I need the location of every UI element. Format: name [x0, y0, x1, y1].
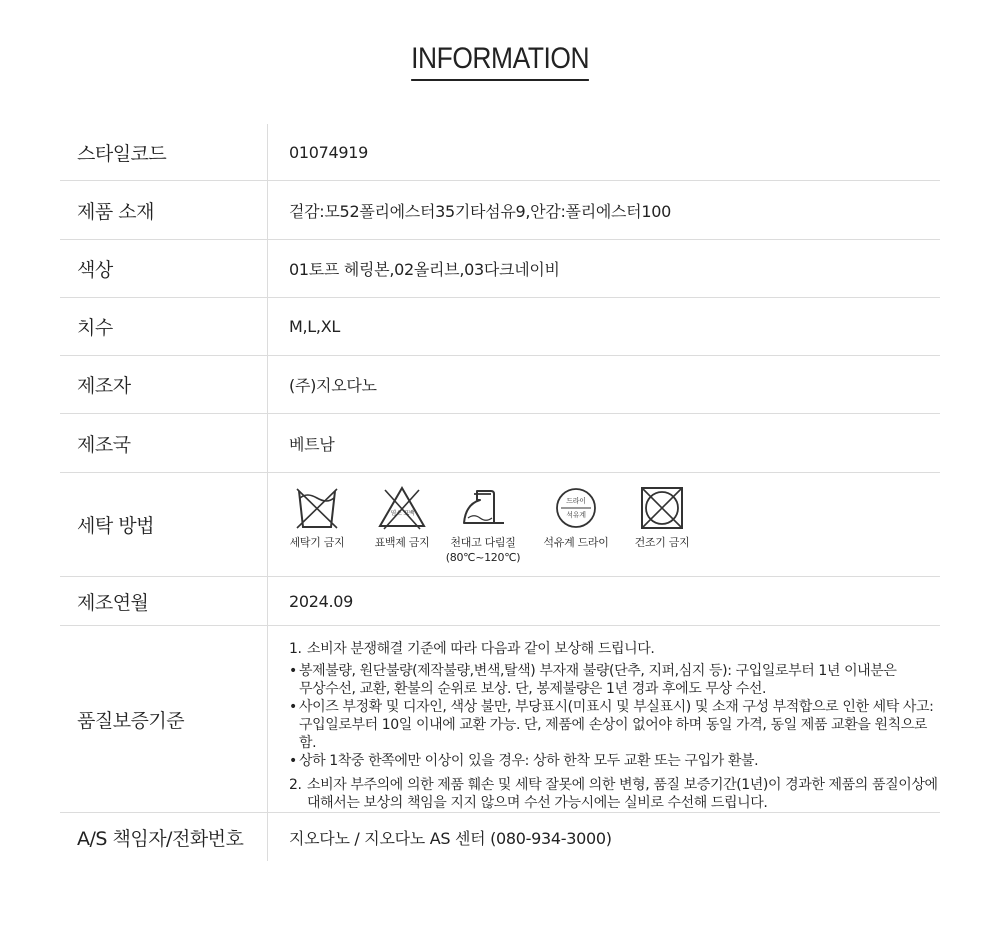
quality-bullet-2-line-2: 구입일로부터 10일 이내에 교환 가능. 단, 제품에 손상이 없어야 하며 동일 가격, 동일 제품 교환을 원칙으로 함.	[299, 717, 927, 751]
quality-bullet-1-text	[299, 662, 897, 698]
as-value: 지오다노 / 지오다노 AS 센터 (080-934-3000)	[289, 828, 612, 848]
quality-value	[268, 626, 940, 812]
quality-bullet-1-line-2: 무상수선, 교환, 환불의 순위로 보상. 단, 봉제불량은 1년 경과 후에도 무상 수선.	[299, 681, 767, 697]
row-as	[60, 813, 940, 861]
row-material	[60, 181, 940, 240]
quality-clause-2	[289, 776, 940, 812]
size-label: 치수	[60, 298, 268, 355]
quality-bullet-3	[289, 752, 940, 770]
quality-bullet-2	[289, 698, 940, 752]
quality-clause-2-line-1: 소비자 부주의에 의한 제품 훼손 및 세탁 잘못에 의한 변형, 품질 보증기간(1년)이 경과한 제품의 품질이상에	[307, 777, 938, 793]
page-title-wrap	[0, 42, 1000, 81]
quality-clause-1-text: 소비자 분쟁해결 기준에 따라 다음과 같이 보상해 드립니다.	[307, 641, 655, 657]
quality-bullet-2-line-1: 사이즈 부정확 및 디자인, 색상 불만, 부당표시(미표시 및 부실표시) 및 소재 구성 부적합으로 인한 세탁 사고:	[299, 699, 934, 715]
quality-bullet-1-line-1: 봉제불량, 원단불량(제작불량,변색,탈색) 부자재 불량(단추, 지퍼,심지 등): 구입일로부터 1년 이내분은	[299, 663, 897, 679]
country-label: 제조국	[60, 414, 268, 472]
no-bleach-icon	[377, 485, 427, 531]
care-label-iron-sub: (80℃~120℃)	[445, 550, 521, 564]
quality-clause-2-line-2: 대해서는 보상의 책임을 지지 않으며 수선 가능시에는 실비로 수선해 드립니다.	[307, 795, 768, 811]
date-label: 제조연월	[60, 577, 268, 625]
care-label-iron	[446, 535, 521, 565]
style-code-value: 01074919	[289, 142, 369, 162]
material-label: 제품 소재	[60, 181, 268, 239]
date-value: 2024.09	[289, 591, 354, 611]
manufacturer-value: (주)지오다노	[289, 376, 377, 395]
manufacturer-label: 제조자	[60, 356, 268, 413]
washing-label: 세탁 방법	[60, 473, 268, 576]
row-date	[60, 577, 940, 626]
style-code-label: 스타일코드	[60, 124, 268, 180]
care-item-no-tumble-dry	[631, 485, 693, 550]
row-quality	[60, 626, 940, 813]
quality-clause-1	[289, 640, 940, 658]
page-title: INFORMATION	[411, 42, 589, 81]
row-style-code	[60, 124, 940, 181]
quality-clause-2-text	[307, 776, 938, 812]
quality-clause-1-num: 1.	[289, 641, 302, 657]
dry-clean-icon	[553, 485, 599, 531]
as-label: A/S 책임자/전화번호	[60, 813, 268, 861]
no-wash-icon	[294, 485, 340, 531]
care-label-no-wash: 세탁기 금지	[289, 535, 345, 549]
color-label: 색상	[60, 240, 268, 297]
row-washing	[60, 473, 940, 577]
quality-bullet-1-mark: •	[289, 663, 297, 679]
no-bleach-text-left: 염소	[390, 509, 402, 517]
quality-bullet-1	[289, 662, 940, 698]
care-label-iron-main: 천대고 다림질	[450, 535, 516, 549]
washing-value	[268, 473, 940, 576]
no-tumble-dry-icon	[639, 485, 685, 531]
row-color	[60, 240, 940, 298]
quality-clause-2-num: 2.	[289, 777, 302, 793]
care-item-no-bleach	[371, 485, 433, 550]
care-label-dry-clean: 석유계 드라이	[543, 535, 609, 549]
care-label-no-tumble-dry: 건조기 금지	[634, 535, 690, 549]
quality-bullet-2-text	[299, 698, 940, 752]
country-value: 베트남	[289, 434, 335, 454]
iron-icon	[460, 485, 506, 531]
quality-bullet-3-mark: •	[289, 753, 297, 769]
material-value: 겉감:모52폴리에스터35기타섬유9,안감:폴리에스터100	[289, 201, 671, 221]
info-table	[60, 124, 940, 861]
care-label-no-bleach: 표백제 금지	[374, 535, 430, 549]
care-item-no-wash	[286, 485, 348, 550]
row-manufacturer	[60, 356, 940, 414]
quality-label: 품질보증기준	[60, 626, 268, 812]
care-item-dry-clean	[541, 485, 611, 550]
quality-bullet-2-mark: •	[289, 699, 297, 715]
care-item-iron	[445, 485, 521, 565]
quality-bullet-3-line-1: 상하 1착중 한쪽에만 이상이 있을 경우: 상하 한착 모두 교환 또는 구입가 환불.	[299, 753, 759, 769]
no-bleach-text-right: 표백	[403, 509, 415, 517]
dry-clean-text-bottom: 석유계	[566, 510, 586, 519]
care-list	[286, 485, 693, 565]
row-size	[60, 298, 940, 356]
dry-clean-text-top: 드라이	[566, 496, 586, 505]
size-value: M,L,XL	[289, 317, 340, 336]
color-value: 01토프 헤링본,02올리브,03다크네이비	[289, 260, 560, 279]
row-country	[60, 414, 940, 473]
